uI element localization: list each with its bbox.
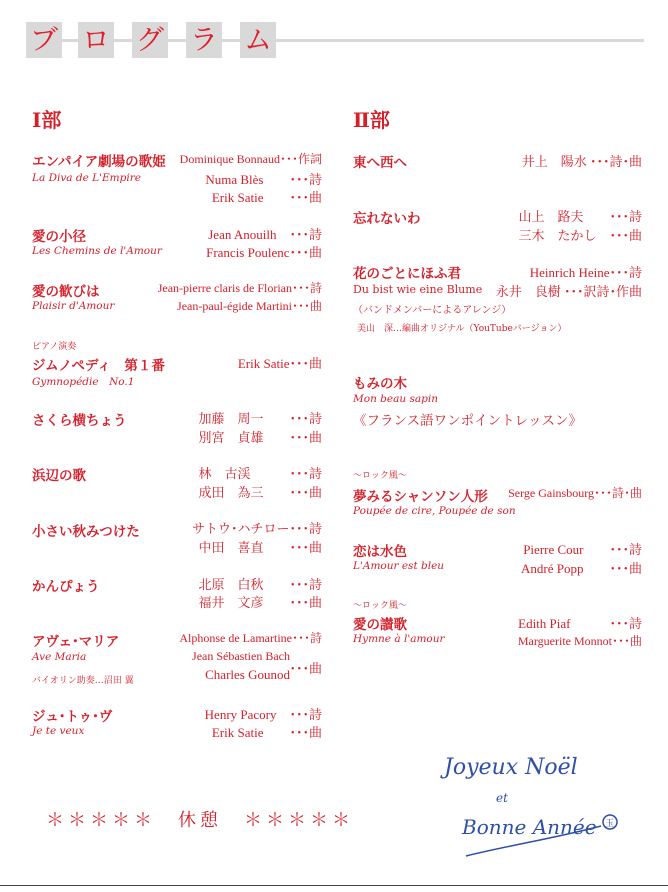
song-credit: 北原 白秋 ･･･詩 xyxy=(198,577,322,592)
song-title: 愛の小径 xyxy=(32,229,86,245)
lesson-note: 《フランス語ワンポイントレッスン》 xyxy=(353,413,582,429)
song-credit: Edith Piaf ･･･詩 xyxy=(518,616,642,631)
song-subtitle: Mon beau sapin xyxy=(353,393,438,405)
song-credit: Henry Pacory ･･･詩 xyxy=(204,707,322,722)
song-subtitle: Les Chemins de l'Amour xyxy=(32,245,162,257)
song-title: 忘れないわ xyxy=(353,211,421,227)
song-credit: 井上 陽水 ･･･詩･曲 xyxy=(521,154,642,169)
song-credit: Charles Gounod xyxy=(205,667,290,682)
song-credit: 中田 喜直 ･･･曲 xyxy=(198,540,322,555)
song-subtitle: La Diva de L'Empire xyxy=(32,172,141,184)
song-title: 花のごとにほふ君 xyxy=(353,266,461,282)
style-note: ～ロック風～ xyxy=(353,471,407,481)
song-subtitle: Plaisir d'Amour xyxy=(32,300,115,312)
title-divider xyxy=(114,39,132,42)
song-subtitle: Je te veux xyxy=(32,725,85,737)
program-title xyxy=(26,22,648,58)
song-credit: 林 古渓 ･･･詩 xyxy=(198,466,322,481)
song-credit: 成田 為三 ･･･曲 xyxy=(198,485,322,500)
song-credit: Alphonse de Lamartine･･･詩 xyxy=(179,631,322,645)
title-divider xyxy=(276,39,644,42)
shared-credit-suffix: ･･･曲 xyxy=(289,661,322,676)
song-title: 夢みるシャンソン人形 xyxy=(353,489,488,505)
song-credit: Heinrich Heine･･･詩 xyxy=(529,265,642,280)
style-note: ～ロック風～ xyxy=(353,601,407,611)
title-char-1: ブ xyxy=(26,22,62,58)
title-char-5: ム xyxy=(240,22,276,58)
song-title: 浜辺の歌 xyxy=(32,468,86,484)
song-title: 愛の讃歌 xyxy=(353,617,407,633)
signature-line-1: Joyeux Noël xyxy=(444,755,578,780)
arrangement-credit: 美山 深…編曲オリジナル（YouTubeバージョン） xyxy=(357,324,567,334)
song-credit: 福井 文彦 ･･･曲 xyxy=(198,595,322,610)
song-credit: André Popp ･･･曲 xyxy=(521,561,642,576)
song-credit: Pierre Cour ･･･詩 xyxy=(523,542,642,557)
song-subtitle: L'Amour est bleu xyxy=(353,560,445,572)
signature-line-2: et xyxy=(496,791,508,805)
song-title: 恋は水色 xyxy=(353,544,407,560)
song-title: さくら横ちょう xyxy=(32,413,127,429)
page-bottom-border xyxy=(0,885,668,886)
song-credit: Jean Sébastien Bach xyxy=(192,649,290,663)
song-credit: 三木 たかし ･･･曲 xyxy=(518,228,642,243)
song-credit: Marguerite Monnot･･･曲 xyxy=(517,634,642,648)
song-title: エンパイア劇場の歌姫 xyxy=(32,154,166,170)
title-divider xyxy=(222,39,240,42)
violin-note: バイオリン助奏…沼田 翼 xyxy=(32,676,134,686)
title-divider xyxy=(168,39,186,42)
song-credit: Francis Poulenc･･･曲 xyxy=(206,245,322,260)
title-char-2: ロ xyxy=(78,22,114,58)
song-subtitle: Ave Maria xyxy=(32,651,87,663)
song-credit: Serge Gainsbourg･･･詩･曲 xyxy=(508,486,642,500)
song-subtitle: Gymnopédie No.1 xyxy=(32,376,135,388)
part1-heading: Ⅰ部 xyxy=(32,108,62,132)
song-title: 愛の歓びは xyxy=(32,284,100,300)
arrangement-note: （バンドメンバーによるアレンジ） xyxy=(353,305,512,316)
song-title: もみの木 xyxy=(353,376,407,392)
seal-mark: 玉 xyxy=(605,819,615,829)
song-credit: Jean-paul-égide Martini･･･曲 xyxy=(177,299,322,313)
song-credit: Erik Satie ･･･曲 xyxy=(211,190,322,205)
song-credit: Jean Anouilh ･･･詩 xyxy=(208,227,322,242)
song-credit: Erik Satie ･･･曲 xyxy=(211,725,322,740)
song-subtitle: Poupée de cire, Poupée de son xyxy=(353,505,516,517)
song-title: アヴェ･マリア xyxy=(32,634,120,650)
song-credit: 山上 路夫 ･･･詩 xyxy=(518,209,642,224)
song-title: かんぴょう xyxy=(32,579,100,595)
song-title: 小さい秋みつけた xyxy=(32,524,140,540)
song-title: ジュ･トゥ･ヴ xyxy=(32,709,113,725)
part2-heading: Ⅱ部 xyxy=(353,108,390,132)
title-char-4: ラ xyxy=(186,22,222,58)
title-divider xyxy=(62,39,78,42)
song-credit: 加藤 周一 ･･･詩 xyxy=(198,411,322,426)
handwritten-greeting xyxy=(436,738,626,873)
song-credit: Jean-pierre claris de Florian･･･詩 xyxy=(157,281,322,295)
song-credit: サトウ･ハチロー･･･詩 xyxy=(191,521,322,536)
song-title: ジムノペディ 第１番 xyxy=(32,358,165,374)
signature-line-3: Bonne Année xyxy=(462,815,597,839)
song-subtitle: Du bist wie eine Blume xyxy=(353,283,483,296)
song-credit: Numa Blès ･･･詩 xyxy=(205,172,322,187)
performance-note: ピアノ演奏 xyxy=(32,342,77,352)
intermission-text: ＊＊＊＊＊ 休憩 ＊＊＊＊＊ xyxy=(46,810,354,831)
song-subtitle: Hymne à l'amour xyxy=(353,633,445,645)
title-char-3: グ xyxy=(132,22,168,58)
song-credit: Erik Satie･･･曲 xyxy=(237,356,322,371)
song-title: 東へ西へ xyxy=(353,155,407,171)
song-credit: Dominique Bonnaud･･･作詞 xyxy=(179,152,322,166)
song-credit: 永井 良樹 ･･･訳詩･作曲 xyxy=(495,284,642,299)
song-credit: 別宮 貞雄 ･･･曲 xyxy=(198,430,322,445)
